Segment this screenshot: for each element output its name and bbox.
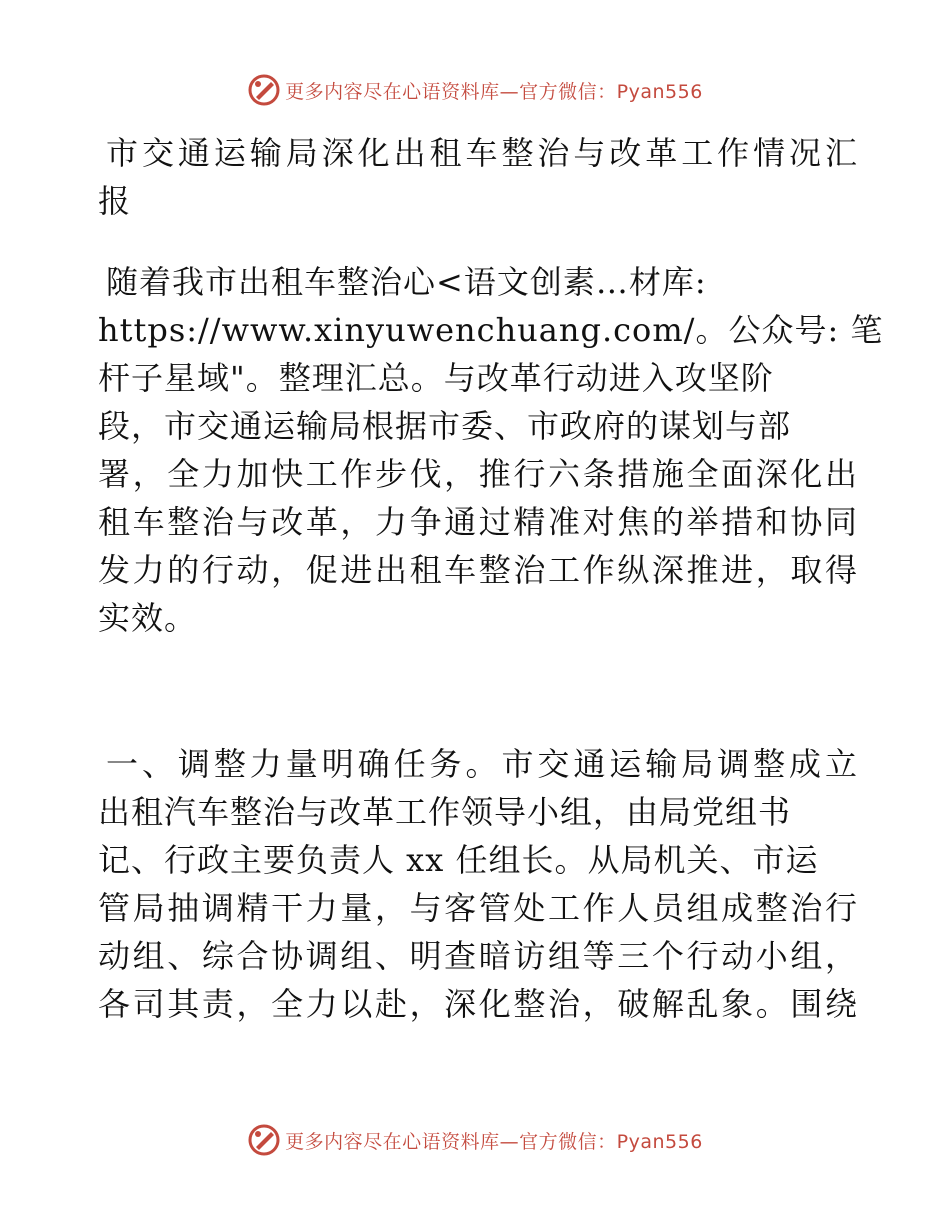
header-watermark xyxy=(0,70,950,110)
title-line: 报 xyxy=(98,182,132,220)
title-line: 市交通运输局深化出租车整治与改革工作情况汇 xyxy=(106,134,858,172)
paragraph-line: 署，全力加快工作步伐，推行六条措施全面深化出 xyxy=(98,455,858,493)
paragraph-section-one xyxy=(98,740,858,1028)
paragraph-line: 发力的行动，促进出租车整治工作纵深推进，取得 xyxy=(98,551,858,589)
brand-logo-icon xyxy=(247,1123,281,1157)
paragraph-line: 出租汽车整治与改革工作领导小组，由局党组书 xyxy=(98,793,792,831)
paragraph-line: 租车整治与改革，力争通过精准对焦的举措和协同 xyxy=(98,503,858,541)
paragraph-line: 管局抽调精干力量，与客管处工作人员组成整治行 xyxy=(98,889,858,927)
watermark-text: 更多内容尽在心语资料库—官方微信：Pyan556 xyxy=(285,1130,703,1153)
footer-watermark xyxy=(0,1120,950,1160)
paragraph-intro xyxy=(98,258,884,642)
paragraph-line: 记、行政主要负责人 xx 任组长。从局机关、市运 xyxy=(98,841,819,879)
paragraph-line: 段，市交通运输局根据市委、市政府的谋划与部 xyxy=(98,407,792,445)
paragraph-line: 杆子星域"。整理汇总。与改革行动进入攻坚阶 xyxy=(98,359,774,397)
paragraph-line: 动组、综合协调组、明查暗访组等三个行动小组， xyxy=(98,937,858,975)
brand-logo-icon xyxy=(247,73,281,107)
paragraph-line: 随着我市出租车整治心<语文创素…材库: xyxy=(106,263,707,301)
paragraph-line: 一、调整力量明确任务。市交通运输局调整成立 xyxy=(106,745,858,783)
paragraph-line: 实效。 xyxy=(98,599,198,637)
document-title xyxy=(98,129,858,225)
watermark-text: 更多内容尽在心语资料库—官方微信：Pyan556 xyxy=(285,80,703,103)
paragraph-line: https://www.xinyuwenchuang.com/。公众号: 笔 xyxy=(98,311,884,349)
paragraph-line: 各司其责，全力以赴，深化整治，破解乱象。围绕 xyxy=(98,985,858,1023)
